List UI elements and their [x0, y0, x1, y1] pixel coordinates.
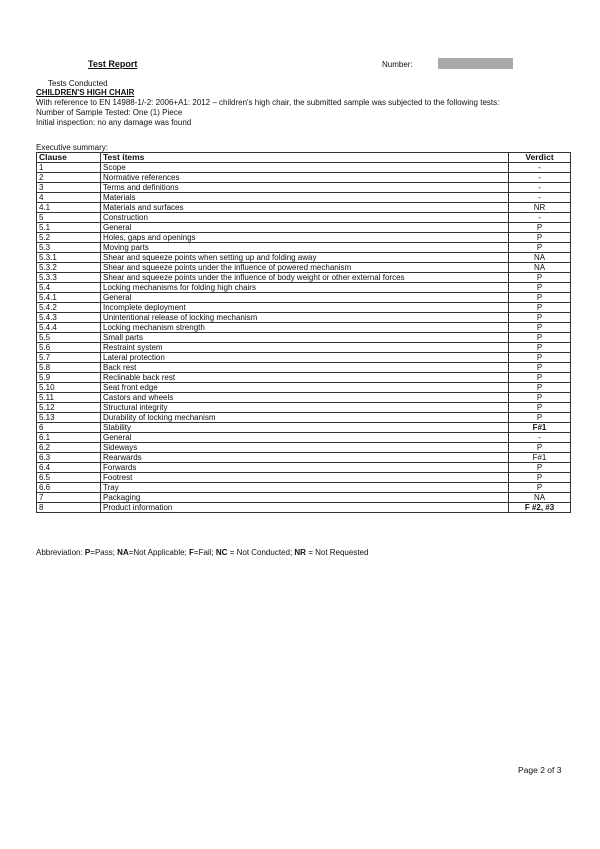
clause-cell: 5.4.2	[37, 303, 101, 313]
test-item-cell: Scope	[101, 163, 509, 173]
table-row	[37, 183, 571, 193]
clause-cell: 5.4.4	[37, 323, 101, 333]
clause-header: Clause	[37, 153, 101, 163]
table-row	[37, 483, 571, 493]
test-item-cell: Tray	[101, 483, 509, 493]
test-item-cell: Materials and surfaces	[101, 203, 509, 213]
abbr-f-code: F	[189, 548, 194, 557]
verdict-header: Verdict	[509, 153, 571, 163]
test-item-cell: Rearwards	[101, 453, 509, 463]
clause-cell: 6.5	[37, 473, 101, 483]
table-row	[37, 263, 571, 273]
table-row	[37, 243, 571, 253]
table-row	[37, 323, 571, 333]
clause-cell: 5	[37, 213, 101, 223]
abbr-nr-text: = Not Requested	[305, 548, 369, 557]
test-item-cell: Durability of locking mechanism	[101, 413, 509, 423]
verdict-cell: F#1	[509, 423, 571, 433]
table-row	[37, 463, 571, 473]
clause-cell: 5.12	[37, 403, 101, 413]
abbr-na-text: =Not Applicable;	[128, 548, 189, 557]
table-row	[37, 433, 571, 443]
verdict-cell: P	[509, 283, 571, 293]
test-item-cell: Reclinable back rest	[101, 373, 509, 383]
test-items-header: Test items	[101, 153, 509, 163]
clause-cell: 6.4	[37, 463, 101, 473]
clause-cell: 7	[37, 493, 101, 503]
table-row	[37, 373, 571, 383]
verdict-cell: P	[509, 323, 571, 333]
abbreviation-legend	[36, 548, 368, 557]
clause-cell: 5.3.1	[37, 253, 101, 263]
clause-cell: 5.3.2	[37, 263, 101, 273]
intro-block	[36, 88, 576, 128]
executive-summary-caption: Executive summary:	[36, 143, 109, 152]
test-item-cell: Restraint system	[101, 343, 509, 353]
clause-cell: 6.3	[37, 453, 101, 463]
abbr-p-code: P	[84, 548, 91, 557]
page-number: Page 2 of 3	[518, 765, 562, 775]
table-row	[37, 173, 571, 183]
test-item-cell: Construction	[101, 213, 509, 223]
verdict-cell: -	[509, 173, 571, 183]
product-name: CHILDREN'S HIGH CHAIR	[36, 88, 135, 97]
test-item-cell: Unintentional release of locking mechanism	[101, 313, 509, 323]
clause-cell: 5.8	[37, 363, 101, 373]
verdict-cell: F#1	[509, 453, 571, 463]
test-item-cell: Locking mechanism strength	[101, 323, 509, 333]
clause-cell: 5.4.1	[37, 293, 101, 303]
clause-cell: 6	[37, 423, 101, 433]
clause-cell: 4.1	[37, 203, 101, 213]
verdict-cell: P	[509, 293, 571, 303]
abbr-nr-code: NR	[294, 548, 306, 557]
verdict-cell: P	[509, 233, 571, 243]
clause-cell: 5.11	[37, 393, 101, 403]
verdict-cell: P	[509, 313, 571, 323]
clause-cell: 5.3	[37, 243, 101, 253]
test-item-cell: General	[101, 223, 509, 233]
test-item-cell: Seat front edge	[101, 383, 509, 393]
abbr-f-text: =Fail;	[193, 548, 216, 557]
verdict-cell: -	[509, 163, 571, 173]
table-row	[37, 453, 571, 463]
clause-cell: 5.4	[37, 283, 101, 293]
table-row	[37, 363, 571, 373]
test-item-cell: General	[101, 433, 509, 443]
clause-cell: 5.9	[37, 373, 101, 383]
table-row	[37, 223, 571, 233]
verdict-cell: P	[509, 333, 571, 343]
test-item-cell: Footrest	[101, 473, 509, 483]
report-number-label: Number:	[382, 60, 413, 69]
abbreviation-label: Abbreviation:	[36, 548, 85, 557]
table-row	[37, 283, 571, 293]
test-item-cell: Shear and squeeze points when setting up and folding away	[101, 253, 509, 263]
sample-count-text: Number of Sample Tested: One (1) Piece	[36, 108, 183, 117]
verdict-cell: P	[509, 343, 571, 353]
table-row	[37, 253, 571, 263]
clause-cell: 2	[37, 173, 101, 183]
verdict-cell: P	[509, 443, 571, 453]
verdict-cell: P	[509, 483, 571, 493]
test-item-cell: Shear and squeeze points under the influence of powered mechanism	[101, 263, 509, 273]
clause-cell: 5.7	[37, 353, 101, 363]
verdict-cell: P	[509, 473, 571, 483]
abbr-nc-text: = Not Conducted;	[227, 548, 295, 557]
test-item-cell: Normative references	[101, 173, 509, 183]
clause-cell: 5.3.3	[37, 273, 101, 283]
clause-cell: 5.13	[37, 413, 101, 423]
clause-cell: 4	[37, 193, 101, 203]
reference-text: With reference to EN 14988-1/-2: 2006+A1: 2012 – children's high chair, the submitted sample was subjected to the following tests:	[36, 98, 500, 107]
report-title: Test Report	[88, 59, 138, 69]
abbr-na-code: NA	[117, 548, 129, 557]
verdict-cell: P	[509, 393, 571, 403]
clause-cell: 1	[37, 163, 101, 173]
table-row	[37, 383, 571, 393]
test-item-cell: Small parts	[101, 333, 509, 343]
test-item-cell: Forwards	[101, 463, 509, 473]
clause-cell: 5.6	[37, 343, 101, 353]
table-row	[37, 403, 571, 413]
test-item-cell: Locking mechanisms for folding high chairs	[101, 283, 509, 293]
test-item-cell: Incomplete deployment	[101, 303, 509, 313]
table-row	[37, 233, 571, 243]
verdict-cell: NA	[509, 493, 571, 503]
tests-conducted-label: Tests Conducted	[48, 79, 108, 88]
table-row	[37, 203, 571, 213]
table-row	[37, 503, 571, 513]
clause-cell: 6.6	[37, 483, 101, 493]
table-row	[37, 213, 571, 223]
table-row	[37, 333, 571, 343]
clause-cell: 6.2	[37, 443, 101, 453]
verdict-cell: P	[509, 373, 571, 383]
test-item-cell: Materials	[101, 193, 509, 203]
table-row	[37, 343, 571, 353]
test-item-cell: General	[101, 293, 509, 303]
verdict-cell: F #2, #3	[509, 503, 571, 513]
verdict-cell: P	[509, 273, 571, 283]
table-row	[37, 313, 571, 323]
verdict-cell: P	[509, 413, 571, 423]
test-item-cell: Castors and wheels	[101, 393, 509, 403]
verdict-cell: NA	[509, 253, 571, 263]
clause-cell: 5.4.3	[37, 313, 101, 323]
table-row	[37, 303, 571, 313]
initial-inspection-text: Initial inspection: no any damage was found	[36, 118, 192, 127]
table-row	[37, 413, 571, 423]
table-row	[37, 293, 571, 303]
test-item-cell: Structural integrity	[101, 403, 509, 413]
table-row	[37, 443, 571, 453]
clause-cell: 5.2	[37, 233, 101, 243]
abbr-nc-code: NC	[215, 548, 228, 557]
clause-cell: 5.5	[37, 333, 101, 343]
verdict-cell: NR	[509, 203, 571, 213]
table-row	[37, 393, 571, 403]
verdict-cell: P	[509, 303, 571, 313]
test-item-cell: Product information	[101, 503, 509, 513]
table-row	[37, 163, 571, 173]
test-item-cell: Shear and squeeze points under the influence of body weight or other external forces	[101, 273, 509, 283]
verdict-cell: P	[509, 243, 571, 253]
clause-cell: 5.1	[37, 223, 101, 233]
table-row	[37, 473, 571, 483]
test-item-cell: Terms and definitions	[101, 183, 509, 193]
clause-cell: 6.1	[37, 433, 101, 443]
table-row	[37, 353, 571, 363]
verdict-cell: -	[509, 183, 571, 193]
abbr-p-text: =Pass;	[90, 548, 118, 557]
clause-cell: 8	[37, 503, 101, 513]
test-item-cell: Stability	[101, 423, 509, 433]
verdict-cell: P	[509, 353, 571, 363]
verdict-cell: NA	[509, 263, 571, 273]
table-row	[37, 193, 571, 203]
table-row	[37, 493, 571, 503]
verdict-cell: P	[509, 383, 571, 393]
test-item-cell: Back rest	[101, 363, 509, 373]
test-item-cell: Lateral protection	[101, 353, 509, 363]
verdict-cell: P	[509, 463, 571, 473]
verdict-cell: P	[509, 223, 571, 233]
executive-summary-table	[36, 152, 571, 513]
table-row	[37, 273, 571, 283]
test-item-cell: Packaging	[101, 493, 509, 503]
table-header-row	[37, 153, 571, 163]
test-item-cell: Moving parts	[101, 243, 509, 253]
verdict-cell: P	[509, 403, 571, 413]
test-item-cell: Holes, gaps and openings	[101, 233, 509, 243]
redacted-report-number	[438, 58, 513, 69]
verdict-cell: -	[509, 213, 571, 223]
test-item-cell: Sideways	[101, 443, 509, 453]
verdict-cell: -	[509, 433, 571, 443]
clause-cell: 3	[37, 183, 101, 193]
clause-cell: 5.10	[37, 383, 101, 393]
verdict-cell: P	[509, 363, 571, 373]
verdict-cell: -	[509, 193, 571, 203]
table-row	[37, 423, 571, 433]
